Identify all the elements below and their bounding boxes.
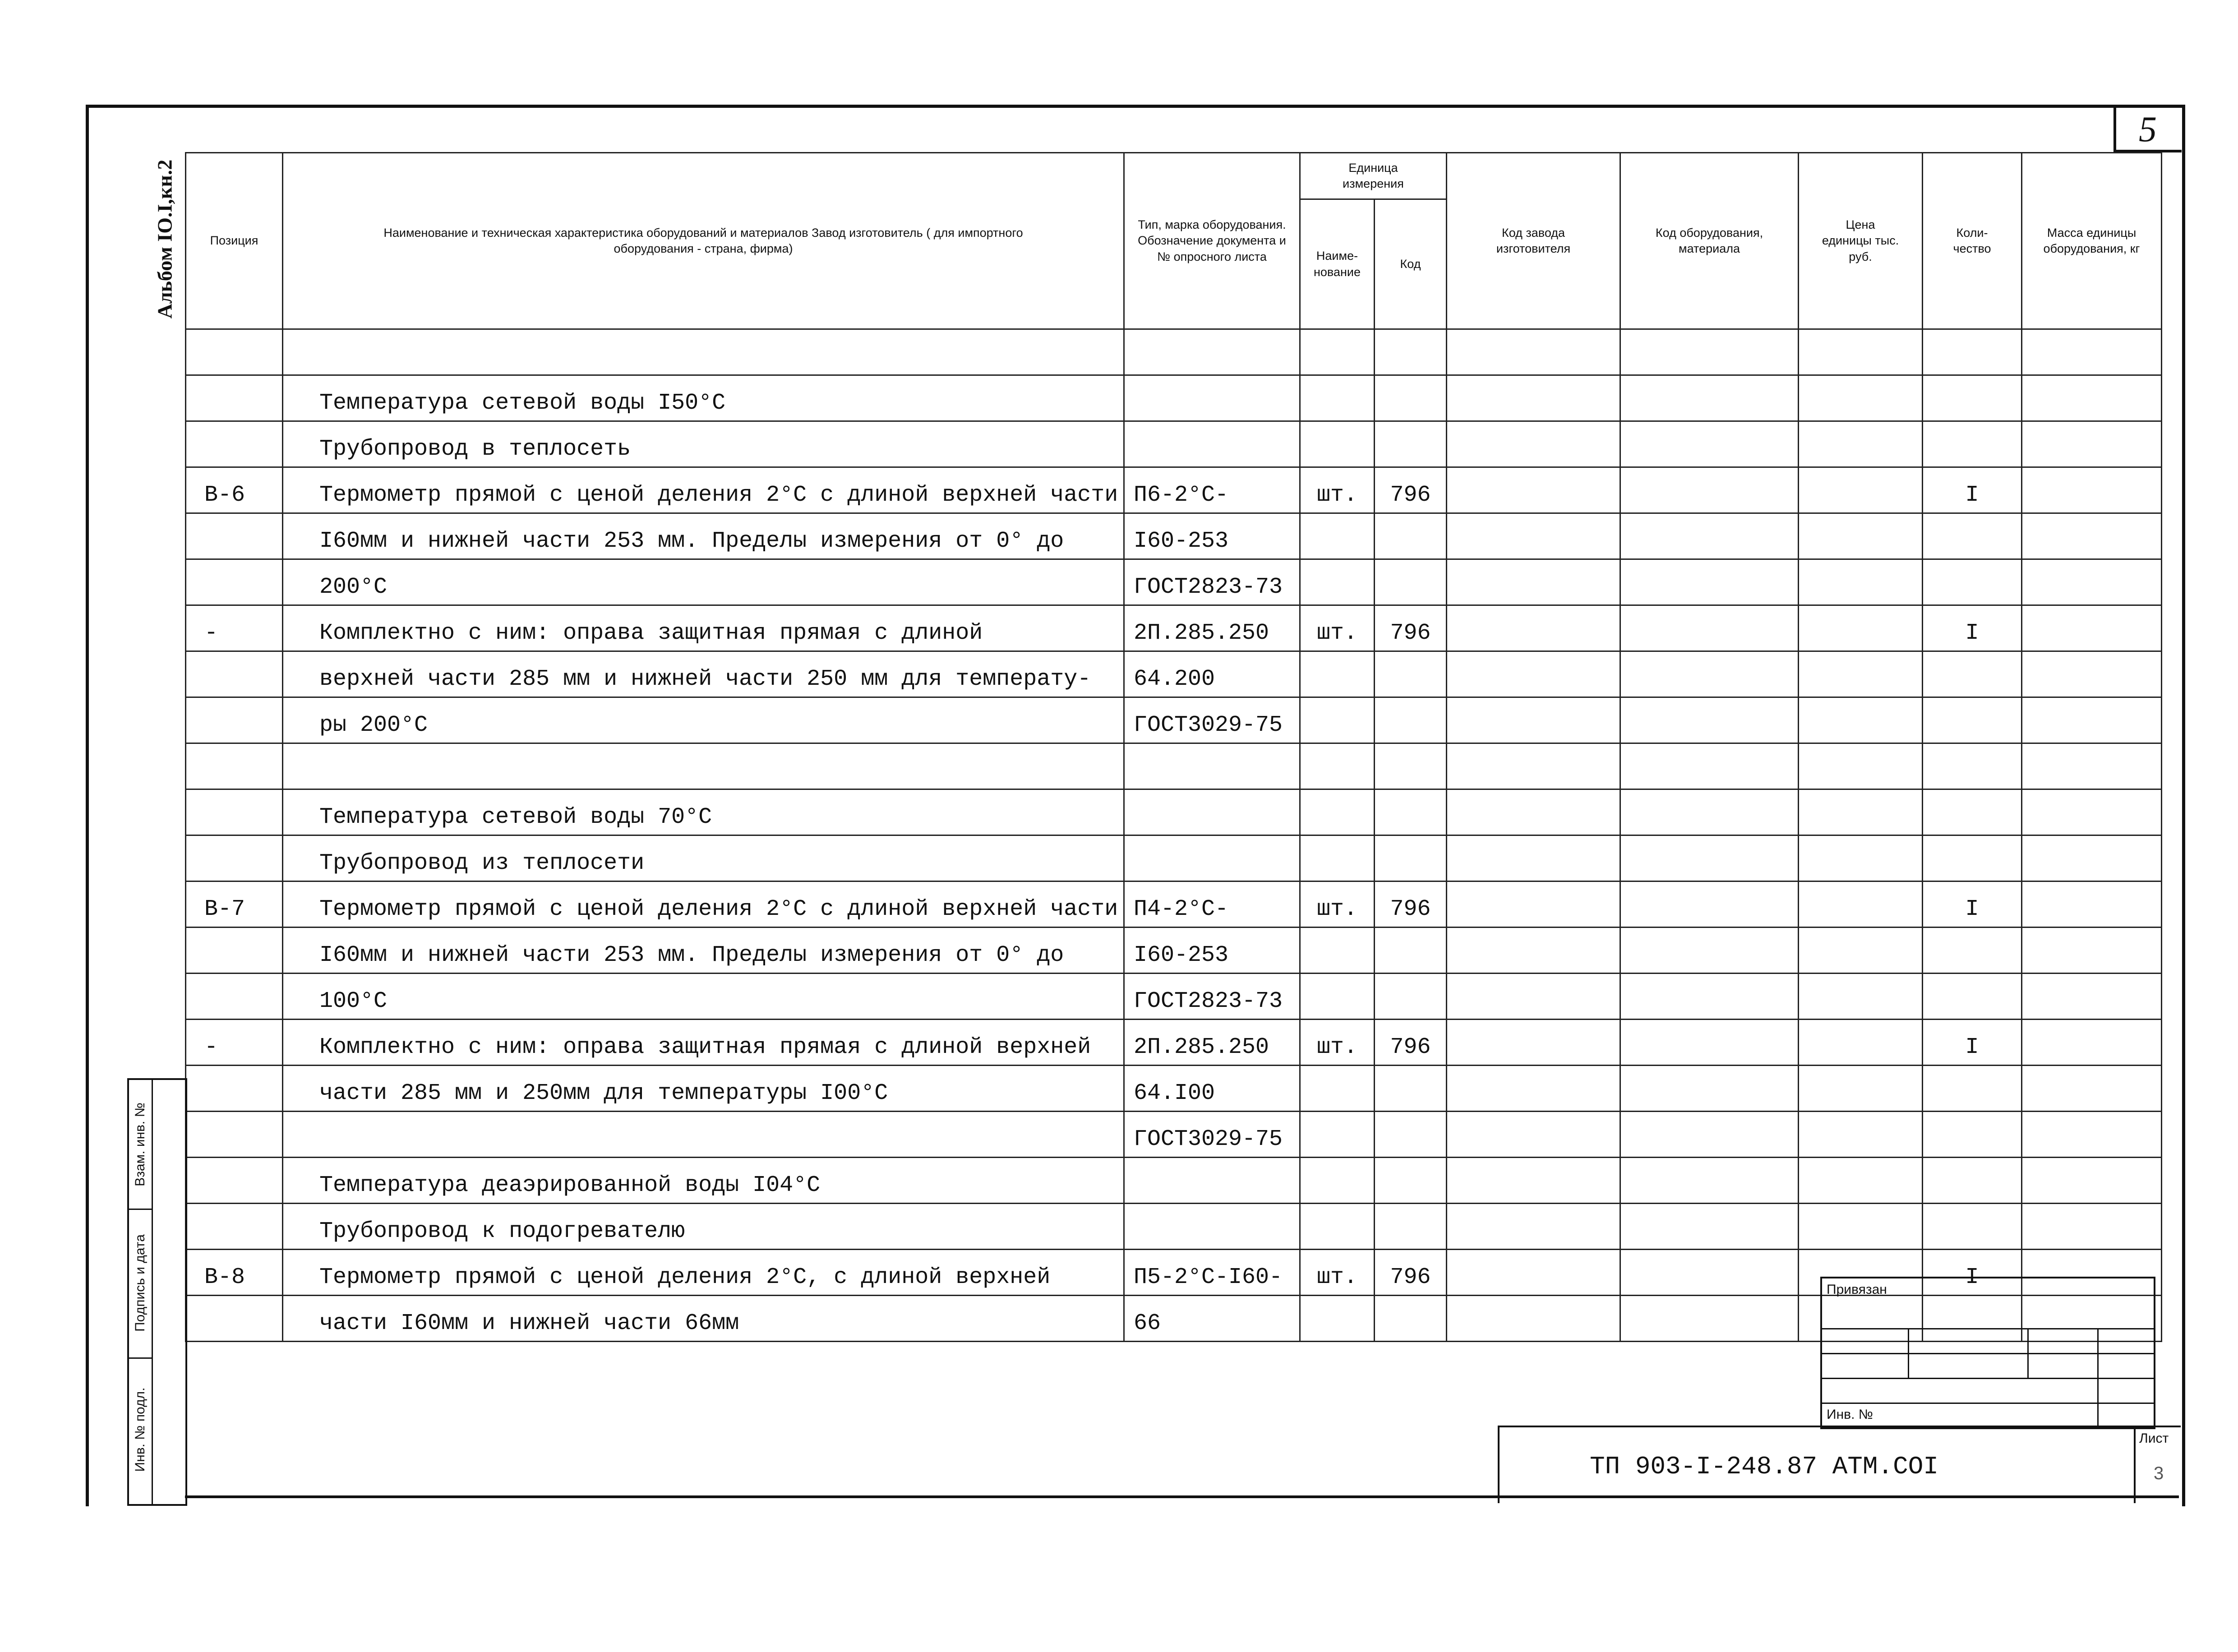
table-row — [186, 743, 2162, 789]
cell-type: 64.200 — [1124, 651, 1300, 697]
cell-type: I60-253 — [1124, 513, 1300, 559]
cell-price — [1799, 1066, 1923, 1112]
cell-price — [1799, 789, 1923, 835]
cell-mass — [2022, 928, 2162, 974]
cell-quantity — [1923, 928, 2022, 974]
cell-factory-code — [1447, 1066, 1620, 1112]
cell-factory-code — [1447, 743, 1620, 789]
cell-unit: шт. — [1300, 605, 1375, 651]
cell-unit — [1300, 1296, 1375, 1342]
cell-equipment-code — [1620, 881, 1799, 928]
cell-factory-code — [1447, 881, 1620, 928]
cell-quantity — [1923, 974, 2022, 1020]
cell-price — [1799, 375, 1923, 421]
cell-position: В-6 — [186, 467, 283, 513]
cell-unit-code: 796 — [1375, 881, 1447, 928]
cell-price — [1799, 835, 1923, 881]
cell-type — [1124, 789, 1300, 835]
sidebar-podpis: Подпись и дата — [129, 1209, 152, 1359]
table-row — [186, 789, 2162, 835]
cell-factory-code — [1447, 329, 1620, 375]
cell-price — [1799, 605, 1923, 651]
album-label-box — [151, 149, 178, 329]
cell-quantity: I — [1923, 467, 2022, 513]
cell-equipment-code — [1620, 467, 1799, 513]
cell-quantity — [1923, 1112, 2022, 1158]
cell-equipment-code — [1620, 1158, 1799, 1204]
cell-quantity: I — [1923, 881, 2022, 928]
cell-name: Трубопровод из теплосети — [283, 835, 1124, 881]
table-row — [186, 467, 2162, 513]
cell-unit-code — [1375, 743, 1447, 789]
cell-unit-code — [1375, 421, 1447, 467]
cell-unit — [1300, 329, 1375, 375]
cell-position — [186, 1296, 283, 1342]
cell-factory-code — [1447, 697, 1620, 743]
cell-name — [283, 329, 1124, 375]
cell-name: Комплектно с ним: оправа защитная прямая с длиной — [283, 605, 1124, 651]
cell-factory-code — [1447, 1250, 1620, 1296]
cell-position — [186, 1158, 283, 1204]
cell-unit — [1300, 974, 1375, 1020]
cell-mass — [2022, 467, 2162, 513]
cell-mass — [2022, 789, 2162, 835]
cell-type: ГОСТ3029-75 — [1124, 1112, 1300, 1158]
cell-quantity — [1923, 743, 2022, 789]
cell-quantity — [1923, 1066, 2022, 1112]
header-equipment-code: Код оборудования, материала — [1620, 153, 1799, 329]
cell-mass — [2022, 1158, 2162, 1204]
cell-position: В-8 — [186, 1250, 283, 1296]
cell-position — [186, 835, 283, 881]
cell-name: 200°С — [283, 559, 1124, 605]
privyazan-label: Привязан — [1827, 1282, 1887, 1297]
cell-unit — [1300, 1158, 1375, 1204]
cell-unit: шт. — [1300, 467, 1375, 513]
cell-name: Трубопровод в теплосеть — [283, 421, 1124, 467]
cell-mass — [2022, 881, 2162, 928]
cell-factory-code — [1447, 1020, 1620, 1066]
cell-quantity — [1923, 789, 2022, 835]
cell-quantity — [1923, 513, 2022, 559]
cell-price — [1799, 651, 1923, 697]
cell-factory-code — [1447, 605, 1620, 651]
cell-type — [1124, 1204, 1300, 1250]
table-row — [186, 974, 2162, 1020]
cell-price — [1799, 559, 1923, 605]
cell-name: Термометр прямой с ценой деления 2°С, с длиной верхней — [283, 1250, 1124, 1296]
table-row — [186, 1020, 2162, 1066]
cell-unit-code — [1375, 1296, 1447, 1342]
cell-unit — [1300, 375, 1375, 421]
cell-type: 2П.285.250 — [1124, 1020, 1300, 1066]
cell-factory-code — [1447, 513, 1620, 559]
cell-position — [186, 1066, 283, 1112]
header-factory-code: Код завода изготовителя — [1447, 153, 1620, 329]
table-row — [186, 559, 2162, 605]
cell-mass — [2022, 743, 2162, 789]
table-row — [186, 1204, 2162, 1250]
cell-unit-code — [1375, 651, 1447, 697]
header-mass: Масса единицы оборудования, кг — [2022, 153, 2162, 329]
table-row — [186, 1158, 2162, 1204]
cell-unit — [1300, 743, 1375, 789]
header-unit-group: Единица измерения — [1300, 153, 1447, 199]
cell-name — [283, 743, 1124, 789]
cell-price — [1799, 1204, 1923, 1250]
cell-name: Температура деаэрированной воды I04°С — [283, 1158, 1124, 1204]
cell-position — [186, 559, 283, 605]
cell-name: I60мм и нижней части 253 мм. Пределы измерения от 0° до — [283, 928, 1124, 974]
cell-position — [186, 974, 283, 1020]
cell-type: П4-2°С- — [1124, 881, 1300, 928]
cell-mass — [2022, 1112, 2162, 1158]
cell-unit: шт. — [1300, 1250, 1375, 1296]
cell-quantity — [1923, 421, 2022, 467]
cell-unit-code — [1375, 329, 1447, 375]
cell-position — [186, 329, 283, 375]
header-type: Тип, марка оборудования. Обозначение документа и № опросного листа — [1124, 153, 1300, 329]
cell-equipment-code — [1620, 375, 1799, 421]
cell-equipment-code — [1620, 1296, 1799, 1342]
sheet-label: Лист — [2139, 1431, 2169, 1446]
header-price: Цена единицы тыс. руб. — [1799, 153, 1923, 329]
header-unit-code: Код — [1375, 199, 1447, 329]
cell-unit-code — [1375, 1204, 1447, 1250]
cell-equipment-code — [1620, 329, 1799, 375]
cell-type — [1124, 835, 1300, 881]
cell-equipment-code — [1620, 605, 1799, 651]
table-row — [186, 1112, 2162, 1158]
cell-type: 2П.285.250 — [1124, 605, 1300, 651]
cell-factory-code — [1447, 1296, 1620, 1342]
cell-price — [1799, 1158, 1923, 1204]
cell-mass — [2022, 605, 2162, 651]
cell-name — [283, 1112, 1124, 1158]
cell-type — [1124, 375, 1300, 421]
cell-type: I60-253 — [1124, 928, 1300, 974]
header-quantity: Коли- чество — [1923, 153, 2022, 329]
cell-type — [1124, 743, 1300, 789]
cell-position — [186, 421, 283, 467]
cell-factory-code — [1447, 1158, 1620, 1204]
cell-unit-code: 796 — [1375, 1250, 1447, 1296]
cell-equipment-code — [1620, 697, 1799, 743]
cell-quantity — [1923, 697, 2022, 743]
cell-position — [186, 651, 283, 697]
cell-position — [186, 789, 283, 835]
cell-position: В-7 — [186, 881, 283, 928]
table-row — [186, 605, 2162, 651]
cell-mass — [2022, 974, 2162, 1020]
cell-unit-code — [1375, 1112, 1447, 1158]
cell-price — [1799, 1020, 1923, 1066]
cell-mass — [2022, 513, 2162, 559]
cell-factory-code — [1447, 467, 1620, 513]
cell-equipment-code — [1620, 1112, 1799, 1158]
table-row — [186, 1066, 2162, 1112]
cell-name: Комплектно с ним: оправа защитная прямая с длиной верхней — [283, 1020, 1124, 1066]
cell-type: ГОСТ2823-73 — [1124, 974, 1300, 1020]
cell-price — [1799, 513, 1923, 559]
cell-equipment-code — [1620, 1204, 1799, 1250]
cell-mass — [2022, 835, 2162, 881]
cell-equipment-code — [1620, 928, 1799, 974]
sidebar-vzam: Взам. инв. № — [129, 1080, 152, 1210]
cell-equipment-code — [1620, 559, 1799, 605]
document-code: ТП 903-I-248.87 АТМ.COI — [1590, 1452, 1938, 1481]
cell-name: Термометр прямой с ценой деления 2°С с длиной верхней части — [283, 881, 1124, 928]
cell-position — [186, 743, 283, 789]
cell-unit-code: 796 — [1375, 605, 1447, 651]
cell-equipment-code — [1620, 743, 1799, 789]
cell-name: части I60мм и нижней части 66мм — [283, 1296, 1124, 1342]
cell-position: - — [186, 605, 283, 651]
cell-equipment-code — [1620, 835, 1799, 881]
cell-price — [1799, 421, 1923, 467]
sheet-mark-box — [2113, 105, 2182, 152]
cell-mass — [2022, 375, 2162, 421]
cell-price — [1799, 467, 1923, 513]
cell-type: ГОСТ2823-73 — [1124, 559, 1300, 605]
cell-price — [1799, 881, 1923, 928]
cell-unit-code — [1375, 928, 1447, 974]
cell-name: 100°С — [283, 974, 1124, 1020]
cell-quantity: I — [1923, 605, 2022, 651]
cell-position — [186, 697, 283, 743]
cell-price — [1799, 928, 1923, 974]
cell-mass — [2022, 1066, 2162, 1112]
cell-equipment-code — [1620, 1250, 1799, 1296]
cell-unit — [1300, 697, 1375, 743]
cell-name: Трубопровод к подогревателю — [283, 1204, 1124, 1250]
cell-name: верхней части 285 мм и нижней части 250 мм для температу- — [283, 651, 1124, 697]
cell-name: I60мм и нижней части 253 мм. Пределы измерения от 0° до — [283, 513, 1124, 559]
cell-unit-code — [1375, 375, 1447, 421]
cell-unit — [1300, 1204, 1375, 1250]
cell-quantity — [1923, 651, 2022, 697]
cell-equipment-code — [1620, 421, 1799, 467]
inv-no-label: Инв. № — [1827, 1407, 1873, 1422]
cell-mass — [2022, 651, 2162, 697]
cell-unit-code — [1375, 559, 1447, 605]
approval-sidebar — [127, 1078, 187, 1506]
cell-unit — [1300, 835, 1375, 881]
cell-factory-code — [1447, 375, 1620, 421]
cell-factory-code — [1447, 1204, 1620, 1250]
cell-quantity: I — [1923, 1020, 2022, 1066]
cell-position — [186, 1204, 283, 1250]
sheet-mark: 5 — [2139, 110, 2157, 149]
sheet-cell — [2134, 1427, 2181, 1503]
cell-mass — [2022, 559, 2162, 605]
cell-position — [186, 928, 283, 974]
table-row — [186, 881, 2162, 928]
cell-type: П6-2°С- — [1124, 467, 1300, 513]
cell-price — [1799, 329, 1923, 375]
table-row — [186, 697, 2162, 743]
cell-type: 64.I00 — [1124, 1066, 1300, 1112]
cell-unit: шт. — [1300, 881, 1375, 928]
cell-unit-code: 796 — [1375, 467, 1447, 513]
cell-type: ГОСТ3029-75 — [1124, 697, 1300, 743]
cell-name: Термометр прямой с ценой деления 2°С с длиной верхней части — [283, 467, 1124, 513]
header-name: Наименование и техническая характеристика оборудований и материалов Завод изготовитель ( для импортного оборудования - страна, фирма) — [283, 153, 1124, 329]
sidebar-inv: Инв. № подл. — [133, 1387, 148, 1472]
sheet-number: 3 — [2154, 1463, 2164, 1483]
cell-name: части 285 мм и 250мм для температуры I00°С — [283, 1066, 1124, 1112]
cell-position — [186, 513, 283, 559]
cell-unit — [1300, 1112, 1375, 1158]
cell-unit — [1300, 1066, 1375, 1112]
cell-unit: шт. — [1300, 1020, 1375, 1066]
cell-quantity — [1923, 329, 2022, 375]
title-stamp — [1498, 1426, 2181, 1503]
cell-unit — [1300, 559, 1375, 605]
cell-type — [1124, 329, 1300, 375]
cell-type — [1124, 1158, 1300, 1204]
cell-equipment-code — [1620, 1020, 1799, 1066]
header-unit-name: Наиме- нование — [1300, 199, 1375, 329]
table-row — [186, 375, 2162, 421]
cell-name: Температура сетевой воды I50°С — [283, 375, 1124, 421]
table-row — [186, 421, 2162, 467]
cell-equipment-code — [1620, 974, 1799, 1020]
cell-position — [186, 375, 283, 421]
cell-mass — [2022, 1020, 2162, 1066]
cell-factory-code — [1447, 974, 1620, 1020]
cell-factory-code — [1447, 928, 1620, 974]
cell-unit-code — [1375, 835, 1447, 881]
cell-equipment-code — [1620, 789, 1799, 835]
cell-factory-code — [1447, 1112, 1620, 1158]
cell-name: ры 200°С — [283, 697, 1124, 743]
cell-mass — [2022, 421, 2162, 467]
cell-unit — [1300, 421, 1375, 467]
cell-quantity — [1923, 1204, 2022, 1250]
cell-quantity — [1923, 559, 2022, 605]
cell-name: Температура сетевой воды 70°С — [283, 789, 1124, 835]
cell-quantity — [1923, 375, 2022, 421]
cell-quantity — [1923, 1158, 2022, 1204]
cell-mass — [2022, 697, 2162, 743]
header-position: Позиция — [186, 153, 283, 329]
cell-unit-code — [1375, 1158, 1447, 1204]
privyazan-block — [1820, 1277, 2155, 1429]
cell-mass — [2022, 1204, 2162, 1250]
cell-equipment-code — [1620, 1066, 1799, 1112]
cell-type: П5-2°С-I60- — [1124, 1250, 1300, 1296]
cell-factory-code — [1447, 559, 1620, 605]
table-row — [186, 651, 2162, 697]
cell-price — [1799, 1112, 1923, 1158]
cell-price — [1799, 743, 1923, 789]
cell-factory-code — [1447, 421, 1620, 467]
cell-position: - — [186, 1020, 283, 1066]
table-row — [186, 928, 2162, 974]
cell-unit — [1300, 789, 1375, 835]
cell-factory-code — [1447, 835, 1620, 881]
cell-price — [1799, 697, 1923, 743]
cell-equipment-code — [1620, 513, 1799, 559]
header-row — [186, 153, 2162, 199]
cell-unit-code — [1375, 1066, 1447, 1112]
cell-quantity — [1923, 835, 2022, 881]
cell-unit-code — [1375, 789, 1447, 835]
cell-type: 66 — [1124, 1296, 1300, 1342]
cell-price — [1799, 974, 1923, 1020]
table-row — [186, 329, 2162, 375]
cell-unit — [1300, 513, 1375, 559]
cell-unit-code — [1375, 974, 1447, 1020]
cell-unit-code — [1375, 513, 1447, 559]
bottom-border — [185, 1495, 2179, 1498]
cell-factory-code — [1447, 789, 1620, 835]
table-row — [186, 513, 2162, 559]
cell-equipment-code — [1620, 651, 1799, 697]
cell-unit — [1300, 651, 1375, 697]
cell-unit — [1300, 928, 1375, 974]
cell-quantity: I — [1923, 1250, 2022, 1296]
cell-unit-code: 796 — [1375, 1020, 1447, 1066]
cell-mass — [2022, 329, 2162, 375]
table-row — [186, 835, 2162, 881]
cell-position — [186, 1112, 283, 1158]
cell-factory-code — [1447, 651, 1620, 697]
album-label: Альбом IO.I,кн.2 — [153, 159, 176, 319]
cell-unit-code — [1375, 697, 1447, 743]
cell-type — [1124, 421, 1300, 467]
